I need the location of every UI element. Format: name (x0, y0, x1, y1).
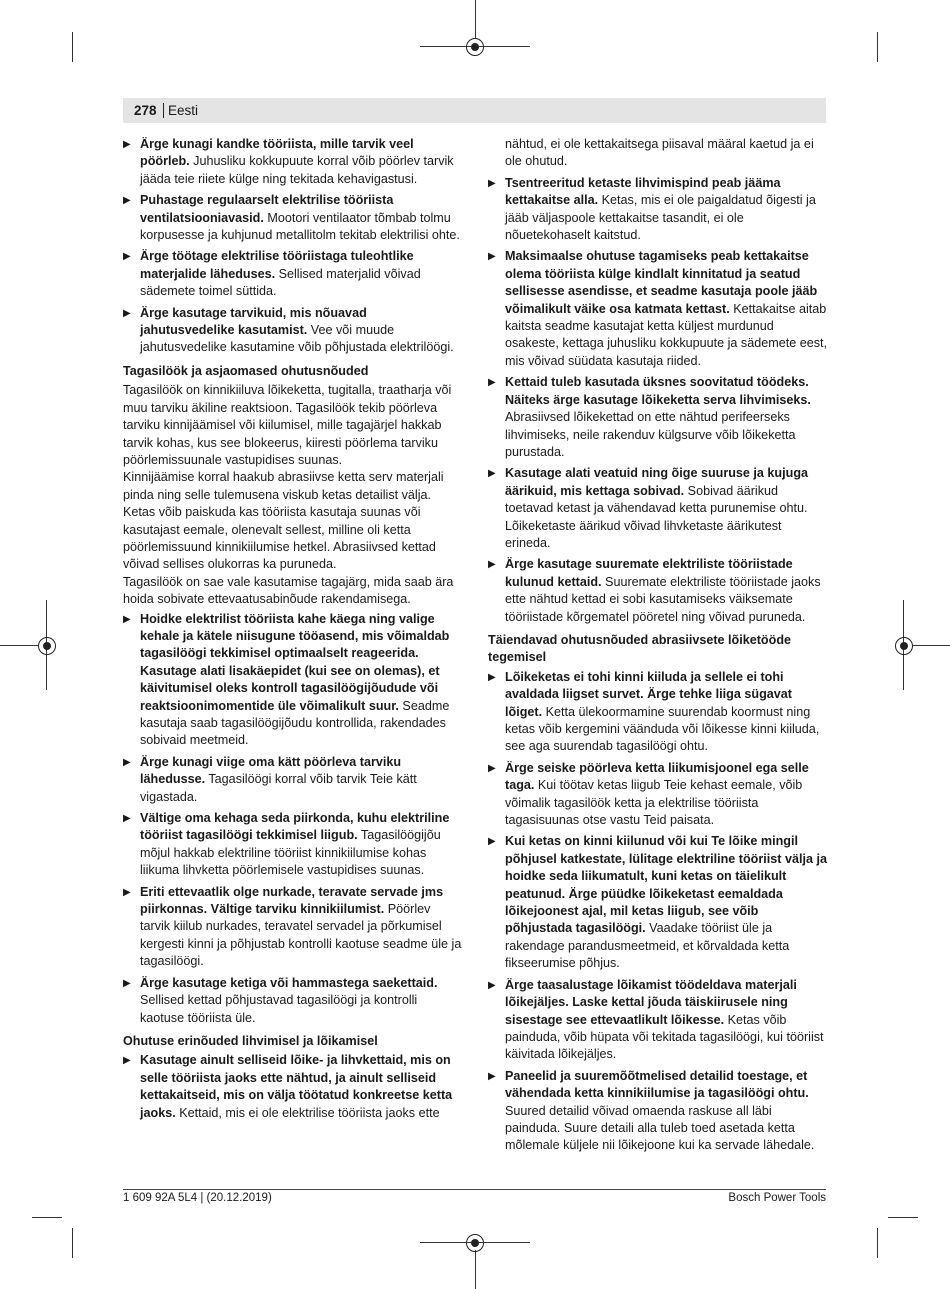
publisher-name: Bosch Power Tools (728, 1192, 826, 1204)
list-item: ▶ Kettaid tuleb kasutada üksnes soovitatud töödeks. Näiteks ärge kasutage lõikeketta serva lihvimiseks. Abrasiivsed lõikekettad on ette nähtud perifeerseks lihvimiseks, neile rakenduv külgsurve võib lõikeketta purustada. (488, 374, 828, 461)
paragraph: Tagasilöök on sae vale kasutamise tagajärg, mida saab ära hoida sobivate ettevaatusabinõude rakendamisega. (123, 574, 454, 607)
list-item: ▶ Ärge töötage elektrilise tööriistaga tuleohtlike materjalide läheduses. Sellised materjalid võivad sädemete toimel süttida. (123, 248, 463, 300)
crop-mark (72, 1228, 73, 1258)
right-column (488, 136, 828, 1159)
list-item: ▶ Ärge kunagi viige oma kätt pöörleva tarviku lähedusse. Tagasilöögi korral võib tarvik Teie kätt vigastada. (123, 754, 463, 806)
section-heading: Täiendavad ohutusnõuded abrasiivsete lõiketööde tegemisel (488, 632, 792, 665)
list-item: ▶ Kui ketas on kinni kiilunud või kui Te lõike mingil põhjusel katkestate, lülitage elektriline tööriist välja ja hoidke seda liikumatult, kuni ketas on täielikult peatunud. Ärge püüdke lõikeketast eemaldada lõikejoonest ajal, mil ketas liigub, see võib põhjustada tagasilöögi. Vaadake tööriist üle ja rakendage parandusmeetmeid, et kõrvaldada ketta fikseerumise põhjus. (488, 833, 828, 972)
list-item: ▶ Tsentreeritud ketaste lihvimispind peab jääma kettakaitse alla. Ketas, mis ei ole paigaldatud õigesti ja jääb väljaspoole kettakaitse tasandit, ei ole nõuetekohaselt kaitstud. (488, 175, 828, 245)
paragraph: Tagasilöök on kinnikiiluva lõikeketta, tugitalla, traatharja või muu tarviku äkiline reaktsioon. Tagasilöök tekib pöörleva tarviku kinnijäämisel või kiilumisel, mille tagajärjel hakkab tarvik kohas, kus see blokeerus, kiiresti pöörlema tarviku pöörlemissuunale vastupidises suunas. (123, 383, 452, 467)
list-item: ▶ Lõikeketas ei tohi kinni kiiluda ja sellele ei tohi avaldada liigset survet. Ärge tehke liiga sügavat lõiget. Ketta ülekoormamine suurendab koormust ning ketas võib kergemini väänduda või lõikesse kinni kiiluda, see aga suurendab tagasilöögi ohtu. (488, 669, 828, 756)
list-item: ▶ Ärge seiske pöörleva ketta liikumisjoonel ega selle taga. Kui töötav ketas liigub Teie kehast eemale, võib võimalik tagasilöök ketta ja elektrilise tööriista tagasisuunas otse vastu Teid paisata. (488, 760, 828, 830)
list-item-continuation: nähtud, ei ole kettakaitsega piisaval määral kaetud ja ei ole ohutud. (505, 137, 814, 169)
registration-mark-icon (895, 637, 913, 655)
crop-mark (888, 1217, 918, 1218)
crop-mark (72, 32, 73, 62)
page-header (123, 98, 826, 123)
header-divider (163, 103, 164, 118)
page-number: 278 (134, 103, 157, 118)
left-column (123, 136, 463, 1126)
registration-mark-icon (38, 637, 56, 655)
section-heading: Tagasilöök ja asjaomased ohutusnõuded (123, 363, 369, 378)
crop-mark (32, 1217, 62, 1218)
section-heading: Ohutuse erinõuded lihvimisel ja lõikamisel (123, 1033, 378, 1048)
list-item: ▶ Ärge taasalustage lõikamist töödeldava materjali lõikejäljes. Laske kettal jõuda täiskiirusele ning sisestage see ettevaatlikult lõikesse. Ketas võib painduda, võib hüpata või tekitada tagasilöögi, kui tööriist käivitada lõikejäljes. (488, 977, 828, 1064)
list-item: ▶ Ärge kasutage suuremate elektriliste tööriistade kulunud kettaid. Suuremate elektriliste tööriistade jaoks ette nähtud kettad ei sobi kasutamiseks väiksemate tööriistade kõrgematel pööretel ning võivad puruneda. (488, 556, 828, 626)
list-item: ▶ Ärge kasutage ketiga või hammastega saekettaid. Sellised kettad põhjustavad tagasilöögi ja kontrolli kaotuse tööriista üle. (123, 975, 463, 1027)
list-item: ▶ Hoidke elektrilist tööriista kahe käega ning valige kehale ja kätele niisugune tööasend, mis võimaldab tagasilöögi tekkimisel optimaalselt reageerida. Kasutage alati lisakäepidet (kui see on olemas), et käivitumisel oleks kontroll tagasilöögijõudude või reaktsioonimomentide üle võimalikult suur. Seadme kasutaja saab tagasilöögijõudu kontrollida, rakendades sobivaid meetmeid. (123, 611, 463, 750)
document-number: 1 609 92A 5L4 | (20.12.2019) (123, 1192, 272, 1204)
crop-mark (475, 1250, 476, 1289)
crop-mark (912, 645, 950, 646)
list-item: ▶ Kasutage ainult selliseid lõike- ja lihvkettaid, mis on selle tööriista jaoks ette nähtud, ja ainult selliseid kettakaitseid, mis on välja töötatud konkreetse ketta jaoks. Kettaid, mis ei ole elektrilise tööriista jaoks ette (123, 1052, 463, 1122)
list-item: ▶ Kasutage alati veatuid ning õige suuruse ja kujuga äärikuid, mis kettaga sobivad. Sobivad äärikud toetavad ketast ja vähendavad ketta purunemise ohtu. Lõikeketaste äärikud võivad lihvketaste äärikutest erineda. (488, 465, 828, 552)
crop-mark (0, 645, 38, 646)
list-item: ▶ Eriti ettevaatlik olge nurkade, teravate servade jms piirkonnas. Vältige tarviku kinnikiilumist. Pöörlev tarvik kiilub nurkades, teravatel servadel ja põrkumisel kergesti kinni ja põhjustab kontrolli kaotuse seadme üle ja tagasilöögi. (123, 884, 463, 971)
registration-mark-icon (466, 38, 484, 56)
list-item: ▶ Puhastage regulaarselt elektrilise tööriista ventilatsiooniavasid. Mootori ventilaator tõmbab tolmu korpusesse ja kuhjunud metallitolm tekitab elektrilisi ohte. (123, 192, 463, 244)
crop-mark (877, 32, 878, 62)
list-item: ▶ Vältige oma kehaga seda piirkonda, kuhu elektriline tööriist tagasilöögi tekkimisel liigub. Tagasilöögijõu mõjul hakkab elektriline tööriist kinnikiilumise kohas liikuma lihvketta pöörlemisele vastupidises suunas. (123, 810, 463, 880)
list-item: ▶ Maksimaalse ohutuse tagamiseks peab kettakaitse olema tööriista külge kindlalt kinnitatud ja seatud sellisesse asendisse, et seadme kasutaja poole jääb võimalikult väike osa katmata kettast. Kettakaitse aitab kaitsta seadme kasutajat ketta küljest murdunud osakeste, kettaga juhusliku kokkupuute ja sädemete eest, mis võivad süüdata kasutaja riided. (488, 248, 828, 370)
list-item: ▶ Ärge kunagi kandke tööriista, mille tarvik veel pöörleb. Juhusliku kokkupuute korral võib pöörlev tarvik jääda teie riiete külge ning tekitada kehavigastusi. (123, 136, 463, 188)
language-label: Eesti (168, 103, 199, 118)
list-item: ▶ Paneelid ja suuremõõtmelised detailid toestage, et vähendada ketta kinnikiilumise ja tagasilöögi ohtu. Suured detailid võivad omaenda raskuse all läbi painduda. Suure detaili alla tuleb toed asetada ketta mõlemale küljele nii lõikejoone kui ka servade lähedale. (488, 1068, 828, 1155)
paragraph: Kinnijäämise korral haakub abrasiivse ketta serv materjali pinda ning selle tulemusena viskub ketas detailist välja. Ketas võib paiskuda kas tööriista kasutaja suunas või kasutajast eemale, olenevalt sellest, milline oli ketta pöörlemissuund kinnikiilumise hetkel. Abrasiivsed kettad võivad sellises olukorras ka puruneda. (123, 470, 444, 572)
crop-mark (475, 0, 476, 38)
crop-mark (877, 1228, 878, 1258)
footer-rule (123, 1189, 826, 1190)
registration-mark-icon (466, 1234, 484, 1252)
list-item: ▶ Ärge kasutage tarvikuid, mis nõuavad jahutusvedelike kasutamist. Vee või muude jahutusvedelike kasutamine võib põhjustada elektrilöögi. (123, 305, 463, 357)
